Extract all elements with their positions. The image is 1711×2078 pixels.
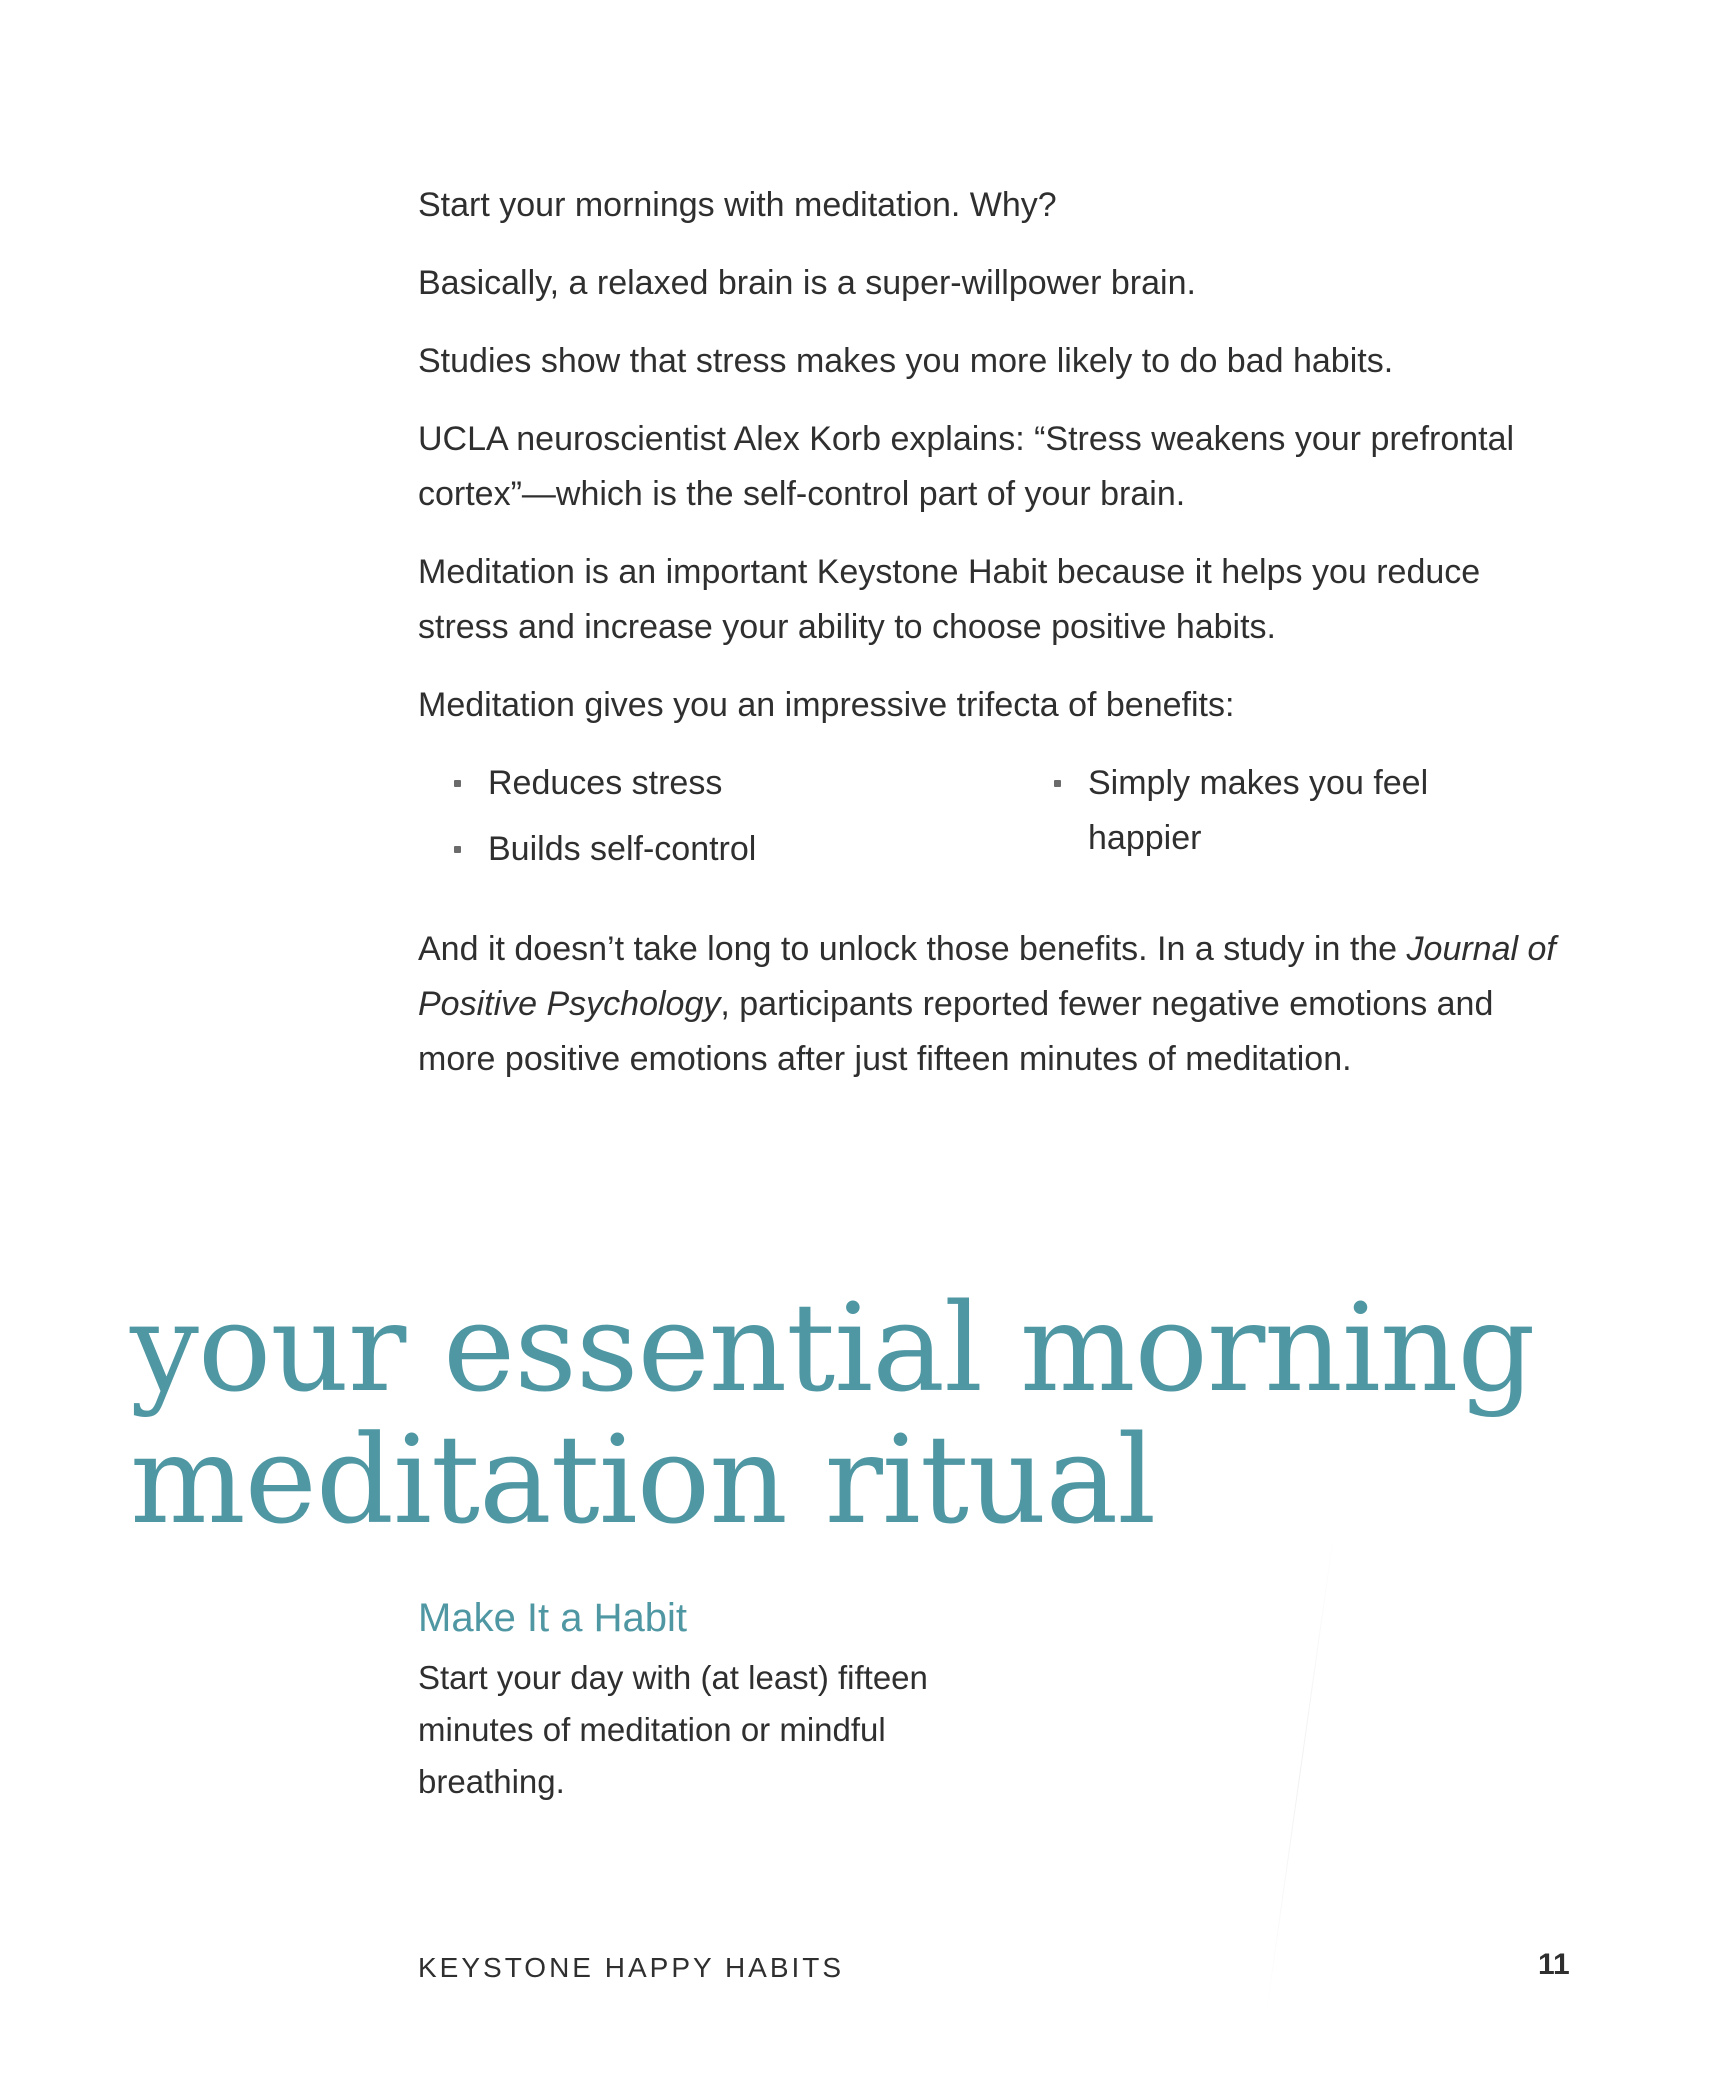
benefits-list: [418, 756, 1558, 896]
bullet-icon: [454, 846, 461, 853]
paragraph-study: [418, 922, 1558, 1087]
habit-text: Start your day with (at least) fifteen minutes of meditation or mindful breathing.: [418, 1659, 928, 1800]
heading-line-1: your essential morning: [130, 1276, 1535, 1419]
section-heading: [130, 1276, 1630, 1551]
bullet-icon: [1054, 780, 1061, 787]
scan-artifact: [1265, 1522, 1336, 2017]
habit-title: Make It a Habit: [418, 1596, 688, 1640]
paragraph-korb-quote: UCLA neuroscientist Alex Korb explains: “Stress weakens your prefrontal cortex”—which is the self-control part of your brain.: [418, 420, 1515, 513]
paragraph-keystone: Meditation is an important Keystone Habit because it helps you reduce stress and increase your ability to choose positive habits.: [418, 553, 1481, 646]
running-footer-title: KEYSTONE HAPPY HABITS: [418, 1952, 845, 1983]
paragraph-relaxed-brain: Basically, a relaxed brain is a super-willpower brain.: [418, 264, 1196, 302]
list-item: [488, 822, 756, 877]
journal-title: Journal of Positive Psychology: [418, 930, 1556, 1023]
list-item-text: Reduces stress: [488, 764, 723, 802]
paragraph-studies: Studies show that stress makes you more likely to do bad habits.: [418, 342, 1394, 380]
heading-line-2: meditation ritual: [130, 1408, 1156, 1551]
list-item: [1088, 756, 1508, 866]
paragraph-intro: Start your mornings with meditation. Why?: [418, 186, 1057, 224]
habit-callout: [418, 1590, 1018, 1808]
body-text: [418, 178, 1558, 1110]
study-text-end: , participants reported fewer negative emotions and more positive emotions after just fifteen minutes of meditation.: [418, 985, 1494, 1078]
page-number: 11: [1538, 1948, 1570, 1981]
paragraph-trifecta: Meditation gives you an impressive trifecta of benefits:: [418, 686, 1235, 724]
bullet-icon: [454, 780, 461, 787]
list-item-text: Builds self-control: [488, 830, 757, 868]
list-item-text: Simply makes you feel happier: [1088, 764, 1429, 857]
list-item: [488, 756, 722, 811]
study-text-start: And it doesn’t take long to unlock those benefits. In a study in the: [418, 930, 1407, 968]
